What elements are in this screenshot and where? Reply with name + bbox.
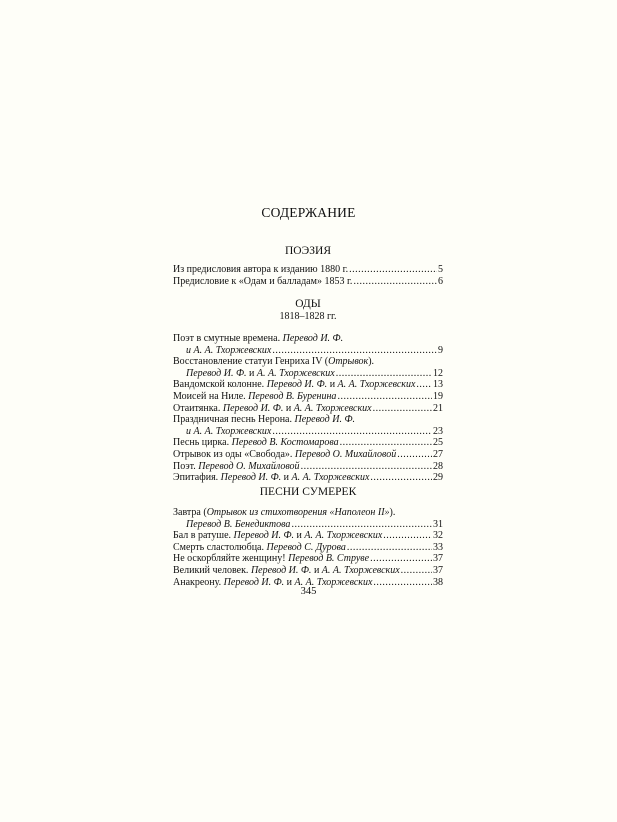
entry-page-number: 13 <box>433 379 443 391</box>
leader-dots <box>416 379 432 391</box>
entry-text <box>186 519 290 531</box>
entry-conjunction: и <box>294 530 305 542</box>
entry-translator: А. А. Тхоржевских <box>304 530 383 542</box>
entry-text <box>173 553 369 565</box>
entry-text <box>173 472 369 484</box>
page-number: 345 <box>300 586 317 597</box>
entry-translator: А. А. Тхоржевских <box>291 472 370 484</box>
entry-text <box>173 356 374 368</box>
entry-title: Эпитафия. <box>173 472 221 484</box>
entry-page-number: 37 <box>433 553 443 565</box>
entry-title: Поэт в смутные времена. <box>173 333 283 344</box>
leader-dots <box>383 530 432 542</box>
entry-translator: Перевод О. Михайловой <box>294 448 397 460</box>
toc-entries <box>173 264 443 287</box>
leader-dots <box>272 426 432 438</box>
entry-translator: Перевод И. Ф. <box>186 367 247 379</box>
entry-page-number: 29 <box>433 472 443 484</box>
entry-title: Бал в ратуше. <box>173 530 234 542</box>
section-subtitle: 1818–1828 гг. <box>279 311 337 322</box>
leader-dots <box>301 461 432 473</box>
entry-conjunction: и <box>246 367 257 379</box>
page-title: СОДЕРЖАНИЕ <box>261 205 356 220</box>
toc-entry <box>173 565 443 577</box>
section-twilight-songs <box>173 485 443 588</box>
toc-entry-line <box>173 449 443 461</box>
toc-entry-line <box>173 379 443 391</box>
section-title: ОДЫ <box>295 298 321 310</box>
entry-translator: А. А. Тхоржевских <box>294 576 373 588</box>
entry-conjunction: и <box>281 472 292 484</box>
leader-dots <box>349 264 437 276</box>
entry-translator: Перевод И. Ф. <box>250 564 312 576</box>
entry-text <box>173 565 400 577</box>
section-title: ПОЭЗИЯ <box>284 245 332 257</box>
entry-title-end: ). <box>389 507 396 518</box>
toc-entry <box>173 414 443 437</box>
entry-page-number: 5 <box>438 264 443 275</box>
entry-text <box>173 530 382 542</box>
toc-entry-line <box>173 403 443 415</box>
toc-entry <box>173 553 443 565</box>
entry-text <box>173 449 396 461</box>
toc-entry <box>173 403 443 415</box>
entry-conjunction: и <box>311 564 322 576</box>
entry-conjunction: и <box>327 379 338 391</box>
section-odes <box>173 297 443 484</box>
toc-entry-line <box>173 356 443 368</box>
entry-page-number: 37 <box>433 564 443 576</box>
section-poetry <box>173 244 443 287</box>
entry-text <box>186 345 271 357</box>
toc-entry <box>173 461 443 473</box>
toc-entry-line <box>173 345 443 357</box>
entry-translator: и А. А. Тхоржевских <box>186 344 272 356</box>
entry-text <box>173 461 300 473</box>
leader-dots <box>353 276 437 288</box>
entry-text <box>173 264 348 276</box>
entry-text <box>173 507 395 519</box>
entry-page-number: 38 <box>433 576 443 588</box>
entry-translator: Перевод И. Ф. <box>282 333 344 344</box>
leader-dots <box>340 437 432 449</box>
entry-title: Вандомской колонне. <box>173 379 267 391</box>
entry-page-number: 12 <box>433 367 443 379</box>
entry-page-number: 21 <box>433 402 443 414</box>
toc-entry-line <box>173 368 443 380</box>
entry-page-number: 25 <box>433 437 443 449</box>
leader-dots <box>291 519 432 531</box>
leader-dots <box>272 345 437 357</box>
toc-entries <box>173 333 443 484</box>
entry-text <box>173 542 346 554</box>
entry-translator: А. А. Тхоржевских <box>321 564 400 576</box>
toc-entry-line <box>173 333 443 345</box>
entry-text <box>186 426 271 438</box>
toc-entry-line <box>173 519 443 531</box>
leader-dots <box>336 368 432 380</box>
entry-translator: Отрывок <box>328 356 369 368</box>
entry-text <box>173 437 339 449</box>
section-title: ПЕСНИ СУМЕРЕК <box>259 486 357 498</box>
entry-title: Смерть сластолюбца. <box>173 541 267 553</box>
entry-translator: Отрывок из стихотворения «Наполеон II» <box>206 507 390 518</box>
toc-entry-line <box>173 414 443 426</box>
leader-dots <box>397 449 432 461</box>
entry-title: Отрывок из оды «Свобода». <box>173 448 295 460</box>
entry-title: Завтра ( <box>173 507 207 518</box>
entry-page-number: 6 <box>438 275 443 287</box>
entry-translator: Перевод И. Ф. <box>223 576 285 588</box>
entry-title: Из предисловия автора к изданию 1880 г. <box>173 264 349 275</box>
leader-dots <box>373 403 432 415</box>
toc-entry-line <box>173 461 443 473</box>
entry-translator: Перевод С. Дурова <box>266 541 346 553</box>
entry-text <box>173 276 352 288</box>
toc-entry <box>173 472 443 484</box>
entry-title-end: ). <box>368 356 375 368</box>
entry-translator: А. А. Тхоржевских <box>293 402 372 414</box>
entry-translator: А. А. Тхоржевских <box>256 367 335 379</box>
entry-title: Отаитянка. <box>173 402 223 414</box>
entry-translator: Перевод И. Ф. <box>233 530 295 542</box>
entry-text <box>186 368 335 380</box>
entry-title: Моисей на Ниле. <box>173 390 249 402</box>
leader-dots <box>370 553 432 565</box>
entry-title: Песнь цирка. <box>173 437 232 449</box>
entry-title: Поэт. <box>173 460 199 472</box>
toc-entry-line <box>173 437 443 449</box>
toc-entry <box>173 264 443 276</box>
entry-title: Анакреону. <box>173 576 224 588</box>
entry-page-number: 27 <box>433 448 443 460</box>
toc-entry <box>173 437 443 449</box>
entry-translator: Перевод О. Михайловой <box>198 460 300 472</box>
toc-entries <box>173 507 443 588</box>
toc-entry-line <box>173 530 443 542</box>
entry-translator: Перевод В. Бенедиктова <box>186 518 291 530</box>
toc-entry-line <box>173 472 443 484</box>
entry-translator: А. А. Тхоржевских <box>337 379 416 391</box>
entry-text <box>173 414 355 426</box>
entry-translator: Перевод В. Костомарова <box>231 437 339 449</box>
entry-conjunction: и <box>284 576 295 588</box>
entry-page-number: 9 <box>438 344 443 356</box>
leader-dots <box>370 472 432 484</box>
entry-text <box>173 333 343 345</box>
toc-entry-line <box>173 507 443 519</box>
toc-entry <box>173 530 443 542</box>
entry-conjunction: и <box>283 402 294 414</box>
entry-text <box>173 391 336 403</box>
entry-page-number: 19 <box>433 390 443 402</box>
entry-page-number: 33 <box>433 541 443 553</box>
leader-dots <box>401 565 432 577</box>
toc-entry <box>173 449 443 461</box>
toc-entry <box>173 507 443 530</box>
entry-title: Предисловие к «Одам и балладам» 1853 г. <box>173 275 353 287</box>
leader-dots <box>337 391 432 403</box>
toc-entry-line <box>173 565 443 577</box>
toc-entry <box>173 276 443 288</box>
entry-translator: Перевод И. Ф. <box>266 379 328 391</box>
entry-title: Восстановление статуи Генриха IV ( <box>173 356 329 368</box>
toc-entry <box>173 542 443 554</box>
entry-translator: и А. А. Тхоржевских <box>186 425 272 437</box>
toc-entry-line <box>173 426 443 438</box>
entry-translator: Перевод В. Струве <box>288 553 370 565</box>
entry-page-number: 23 <box>433 425 443 437</box>
entry-text <box>173 403 372 415</box>
entry-text <box>173 379 415 391</box>
entry-translator: Перевод И. Ф. <box>222 402 284 414</box>
entry-page-number: 31 <box>433 518 443 530</box>
toc-entry <box>173 356 443 379</box>
entry-translator: Перевод В. Буренина <box>248 390 337 402</box>
toc-entry <box>173 379 443 391</box>
toc-entry-line <box>173 391 443 403</box>
entry-translator: Перевод И. Ф. <box>294 414 355 426</box>
entry-page-number: 32 <box>433 530 443 542</box>
toc-entry-line <box>173 264 443 276</box>
entry-translator: Перевод И. Ф. <box>220 472 282 484</box>
toc-entry <box>173 391 443 403</box>
leader-dots <box>347 542 432 554</box>
entry-page-number: 28 <box>433 460 443 472</box>
toc-entry <box>173 333 443 356</box>
toc-entry-line <box>173 276 443 288</box>
entry-title: Праздничная песнь Нерона. <box>173 414 295 426</box>
entry-title: Великий человек. <box>173 564 251 576</box>
toc-entry-line <box>173 542 443 554</box>
toc-entry-line <box>173 553 443 565</box>
entry-title: Не оскорбляйте женщину! <box>173 553 289 565</box>
